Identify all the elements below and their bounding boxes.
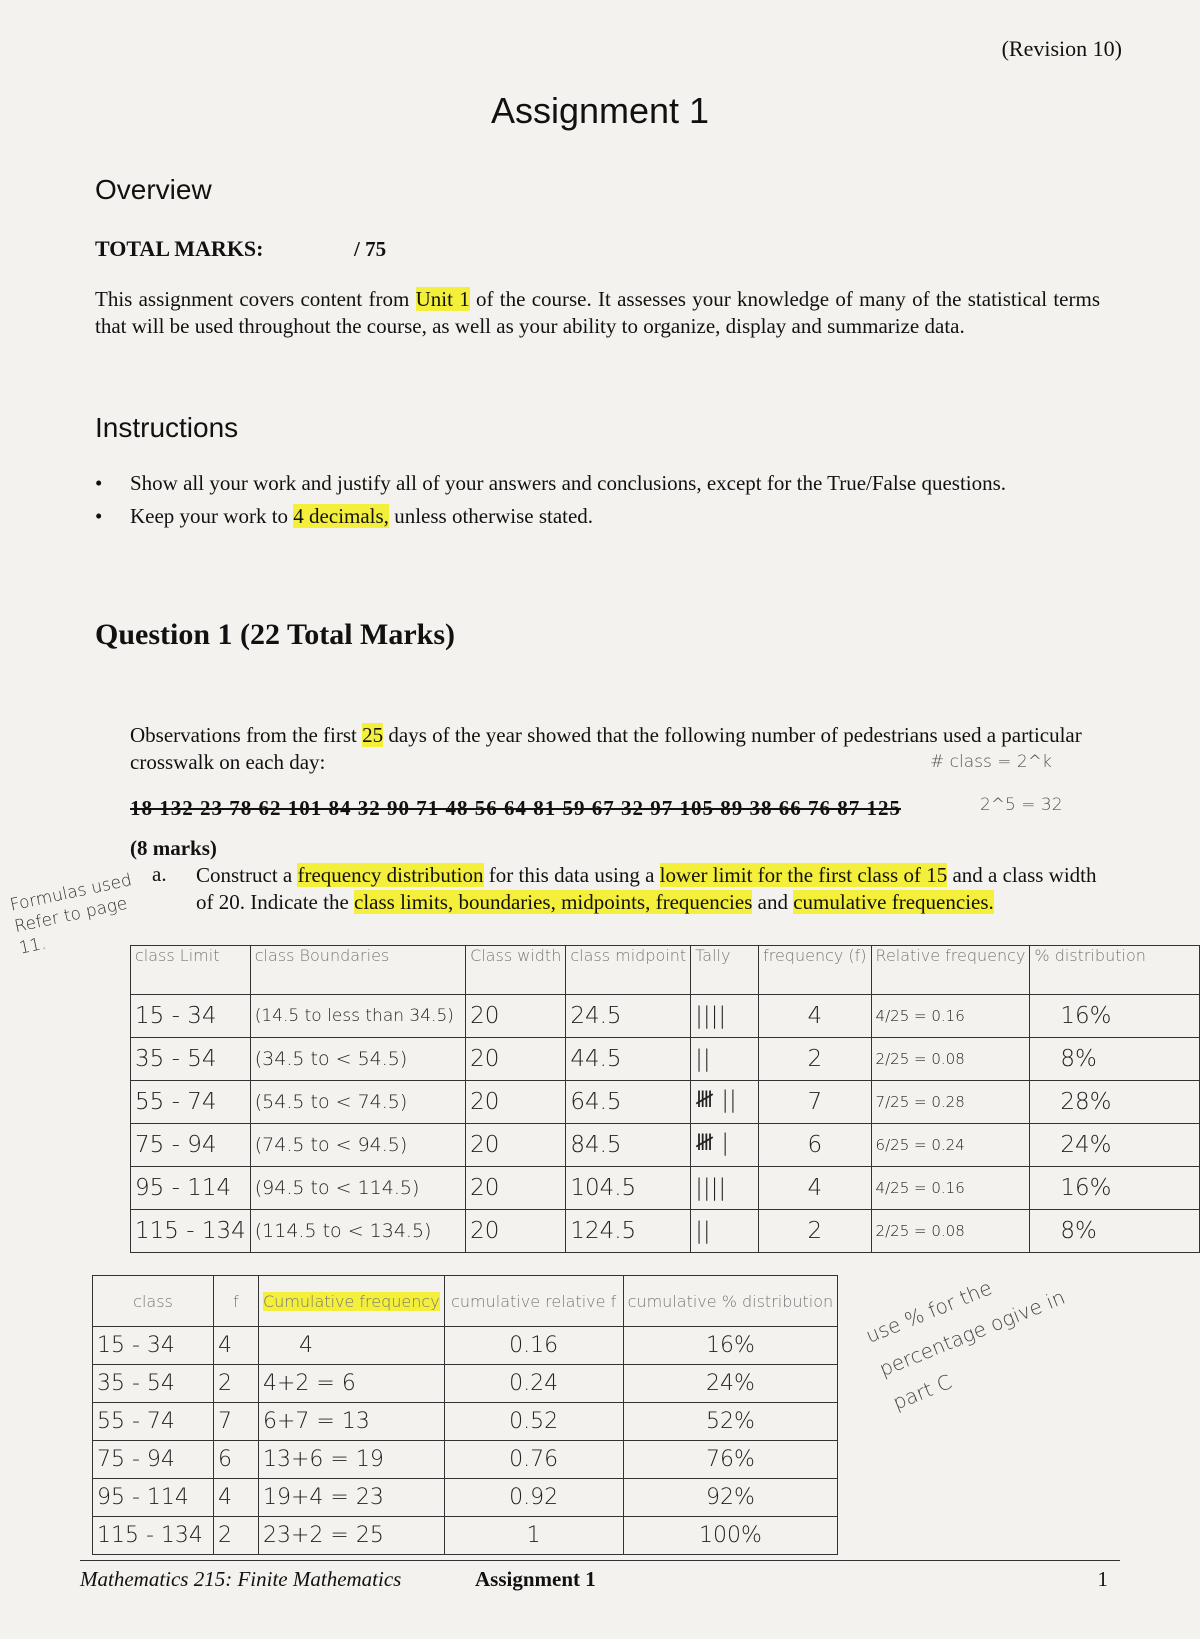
cell: 6 xyxy=(759,1124,871,1167)
intro-text-2: of the course. It assesses your knowledge of many of the statistical terms that will be used throughout the course, as well as your ability to organize, display and summarize data. xyxy=(95,287,1100,338)
table-row xyxy=(131,1081,1200,1124)
cell: 16% xyxy=(623,1327,838,1365)
obs-days-highlight: 25 xyxy=(362,723,384,747)
cell: |||| xyxy=(691,1167,759,1210)
footer-divider xyxy=(80,1560,1120,1561)
instructions-list xyxy=(95,470,1100,536)
part-a-seg: and xyxy=(752,890,794,914)
cell: 4/25 = 0.16 xyxy=(871,1167,1030,1210)
table-row xyxy=(131,1210,1200,1253)
cell: (114.5 to < 134.5) xyxy=(250,1210,465,1253)
cell: 44.5 xyxy=(566,1038,691,1081)
header-cell: Relative frequency xyxy=(871,946,1030,995)
frequency-distribution-table xyxy=(130,945,1200,1253)
cell: 4 xyxy=(759,995,871,1038)
margin-note: Formulas used Refer to page 11. xyxy=(8,870,134,959)
header-cell: Class width xyxy=(466,946,566,995)
cell: || xyxy=(691,1210,759,1253)
part-a-highlight: cumulative frequencies. xyxy=(793,890,994,914)
obs-text-1: Observations from the first xyxy=(130,723,363,747)
cell: 4 xyxy=(214,1479,259,1517)
cell: 4 xyxy=(259,1327,445,1365)
cell: 92% xyxy=(623,1479,838,1517)
table-row xyxy=(131,995,1200,1038)
header-cell: f xyxy=(214,1276,259,1327)
cell: 13+6 = 19 xyxy=(259,1441,445,1479)
cell: 0.24 xyxy=(444,1365,623,1403)
instruction-item xyxy=(95,470,1100,497)
cumulative-frequency-highlight: Cumulative frequency xyxy=(263,1291,440,1311)
table-header-row xyxy=(93,1276,838,1327)
table-row xyxy=(131,1038,1200,1081)
cell: 20 xyxy=(466,1081,566,1124)
table-row xyxy=(93,1403,838,1441)
part-a-seg: and a class width of 20. Indicate the xyxy=(196,863,1097,914)
cell: 4/25 = 0.16 xyxy=(871,995,1030,1038)
instruction-text: unless otherwise stated. xyxy=(388,504,594,528)
cell: 0.52 xyxy=(444,1403,623,1441)
ogive-side-note: use % for the percentage ogive in part C xyxy=(862,1275,1069,1415)
cell: 20 xyxy=(466,1167,566,1210)
cell: 𝍸 | xyxy=(691,1124,759,1167)
cell: 104.5 xyxy=(566,1167,691,1210)
cell: 20 xyxy=(466,995,566,1038)
cell: 2 xyxy=(759,1038,871,1081)
header-cell: cumulative relative f xyxy=(444,1276,623,1327)
cell: 𝍸 || xyxy=(691,1081,759,1124)
cell: 16% xyxy=(1030,995,1200,1038)
part-a-seg: Construct a xyxy=(196,863,298,887)
cell: 95 - 114 xyxy=(131,1167,251,1210)
cell: 6/25 = 0.24 xyxy=(871,1124,1030,1167)
cell: 2 xyxy=(759,1210,871,1253)
cell: 0.16 xyxy=(444,1327,623,1365)
table-header-row xyxy=(131,946,1200,995)
header-cell: frequency (f) xyxy=(759,946,871,995)
obs-text-2: days of the year showed that the following number of pedestrians used a particular crosswalk on each day: xyxy=(130,723,1082,774)
cell: 35 - 54 xyxy=(93,1365,214,1403)
part-a-text xyxy=(196,862,1101,916)
decimals-highlight: 4 decimals, xyxy=(293,504,389,528)
header-cell: class Limit xyxy=(131,946,251,995)
marks-label: (8 marks) xyxy=(130,836,217,860)
table-row xyxy=(93,1327,838,1365)
page-title: Assignment 1 xyxy=(490,90,710,131)
table-row xyxy=(93,1365,838,1403)
cell: 8% xyxy=(1030,1210,1200,1253)
footer-course: Mathematics 215: Finite Mathematics xyxy=(80,1567,402,1591)
part-a-highlight: frequency distribution xyxy=(297,863,484,887)
cell: (94.5 to < 114.5) xyxy=(250,1167,465,1210)
total-marks-label: TOTAL MARKS: xyxy=(95,236,264,261)
cell: 4+2 = 6 xyxy=(259,1365,445,1403)
note-classes: # class = 2^k xyxy=(930,752,1052,772)
intro-paragraph xyxy=(95,286,1100,340)
cell: 20 xyxy=(466,1038,566,1081)
page-number: 1 xyxy=(1097,1567,1108,1591)
cell: 52% xyxy=(623,1403,838,1441)
header-cell: class midpoint xyxy=(566,946,691,995)
cell: 15 - 34 xyxy=(93,1327,214,1365)
cell: 75 - 94 xyxy=(131,1124,251,1167)
question-1-heading: Question 1 (22 Total Marks) xyxy=(95,618,456,651)
table-row xyxy=(131,1167,1200,1210)
intro-unit-highlight: Unit 1 xyxy=(415,287,470,311)
cell: 7/25 = 0.28 xyxy=(871,1081,1030,1124)
cumulative-frequency-table xyxy=(92,1275,838,1555)
total-marks-value: / 75 xyxy=(354,237,387,261)
cell: (34.5 to < 54.5) xyxy=(250,1038,465,1081)
cell: 8% xyxy=(1030,1038,1200,1081)
cell: 76% xyxy=(623,1441,838,1479)
cell: 24% xyxy=(1030,1124,1200,1167)
cell: 19+4 = 23 xyxy=(259,1479,445,1517)
data-values-line: 18 132 23 78 62 101 84 32 90 71 48 56 64 81 59 67 32 97 105 89 38 66 76 87 125 xyxy=(130,796,901,820)
part-a-letter: a. xyxy=(152,862,167,886)
cell: 2 xyxy=(214,1365,259,1403)
cell: 1 xyxy=(444,1517,623,1555)
cell: |||| xyxy=(691,995,759,1038)
table-row xyxy=(93,1517,838,1555)
cell: 115 - 134 xyxy=(131,1210,251,1253)
cell: 35 - 54 xyxy=(131,1038,251,1081)
cell: 0.76 xyxy=(444,1441,623,1479)
part-a-seg: for this data using a xyxy=(483,863,660,887)
header-cell: % distribution xyxy=(1030,946,1200,995)
cell: 15 - 34 xyxy=(131,995,251,1038)
cell: (54.5 to < 74.5) xyxy=(250,1081,465,1124)
instruction-text: Show all your work and justify all of your answers and conclusions, except for the True/False questions. xyxy=(130,471,1007,495)
part-a-highlight: class limits, boundaries, midpoints, frequencies xyxy=(354,890,753,914)
cell: 84.5 xyxy=(566,1124,691,1167)
note-power: 2^5 = 32 xyxy=(980,795,1063,815)
cell: 20 xyxy=(466,1210,566,1253)
header-cell: cumulative % distribution xyxy=(623,1276,838,1327)
cell: 23+2 = 25 xyxy=(259,1517,445,1555)
cell: (14.5 to less than 34.5) xyxy=(250,995,465,1038)
cell: 7 xyxy=(214,1403,259,1441)
header-cell: Tally xyxy=(691,946,759,995)
cell: 24.5 xyxy=(566,995,691,1038)
cell: 115 - 134 xyxy=(93,1517,214,1555)
cell: 100% xyxy=(623,1517,838,1555)
cell: 7 xyxy=(759,1081,871,1124)
overview-heading: Overview xyxy=(95,174,212,205)
cell: 28% xyxy=(1030,1081,1200,1124)
cell: 95 - 114 xyxy=(93,1479,214,1517)
cell: 6 xyxy=(214,1441,259,1479)
revision-label: (Revision 10) xyxy=(1001,36,1122,61)
cell: 6+7 = 13 xyxy=(259,1403,445,1441)
table-row xyxy=(131,1124,1200,1167)
cell: 55 - 74 xyxy=(93,1403,214,1441)
cell: 64.5 xyxy=(566,1081,691,1124)
cell: || xyxy=(691,1038,759,1081)
cell: 0.92 xyxy=(444,1479,623,1517)
cell: 124.5 xyxy=(566,1210,691,1253)
header-cell xyxy=(259,1276,445,1327)
cell: 4 xyxy=(214,1327,259,1365)
part-a-highlight: lower limit for the first class of 15 xyxy=(659,863,948,887)
cell: 20 xyxy=(466,1124,566,1167)
header-cell: class xyxy=(93,1276,214,1327)
instruction-text: Keep your work to xyxy=(130,504,294,528)
cell: 2 xyxy=(214,1517,259,1555)
cell: 2/25 = 0.08 xyxy=(871,1210,1030,1253)
instruction-item xyxy=(95,503,1100,530)
cell: 2/25 = 0.08 xyxy=(871,1038,1030,1081)
cell: 16% xyxy=(1030,1167,1200,1210)
cell: 4 xyxy=(759,1167,871,1210)
cell: 55 - 74 xyxy=(131,1081,251,1124)
instructions-heading: Instructions xyxy=(95,412,239,443)
cell: 75 - 94 xyxy=(93,1441,214,1479)
footer-doc-title: Assignment 1 xyxy=(475,1567,596,1591)
table-row xyxy=(93,1441,838,1479)
table-row xyxy=(93,1479,838,1517)
intro-text-1: This assignment covers content from xyxy=(95,287,416,311)
header-cell: class Boundaries xyxy=(250,946,465,995)
cell: 24% xyxy=(623,1365,838,1403)
cell: (74.5 to < 94.5) xyxy=(250,1124,465,1167)
